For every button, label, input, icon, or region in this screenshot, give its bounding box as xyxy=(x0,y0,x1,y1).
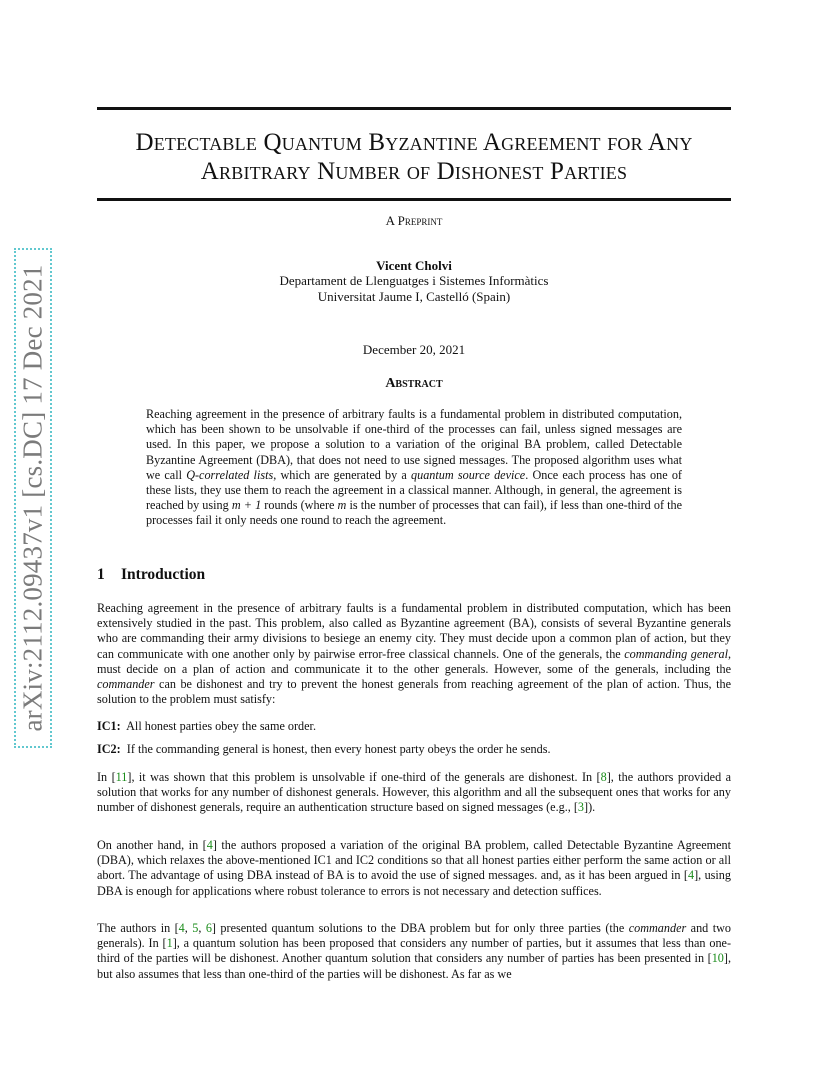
citation-link[interactable]: 4 xyxy=(178,921,185,935)
author-name: Vicent Cholvi xyxy=(376,258,452,273)
citation-link[interactable]: 1 xyxy=(166,936,173,951)
condition-ic2: IC2: If the commanding general is honest, then every honest party obeys the order he sends. xyxy=(97,742,551,756)
citation-link[interactable]: 6 xyxy=(205,921,212,935)
intro-paragraph-1: Reaching agreement in the presence of arbitrary faults is a fundamental problem in distributed computation, which has been extensively studied in the past. This problem, also called as Byzantine agreement (BA), consists of several Byzantine generals who are commanding their army divisions to besiege an enemy city. They must decide upon a common plan of action, but they can communicate with one another only by pairwise error-free classical channels. One of the generals, the commanding general, must decide on a plan of action and communicate it to the other generals. However, some of the generals, including the commander can be dishonest and try to prevent the honest generals from reaching agreement of the plan of action. Thus, the solution to the problem must satisfy: xyxy=(97,601,731,707)
intro-paragraph-2: In [11], it was shown that this problem is unsolvable if one-third of the generals are dishonest. In [8], the authors provided a solution that works for any number of dishonest generals. However, this algorithm and all the subsequent ones that works for any number of dishonest generals, require an authentication structure based on signed messages (e.g., [3]). xyxy=(97,770,731,815)
arxiv-identifier-stamp xyxy=(14,248,52,748)
intro-paragraph-3: On another hand, in [4] the authors proposed a variation of the original BA problem, called Detectable Byzantine Agreement (DBA), which relaxes the above-mentioned IC1 and IC2 conditions so that all honest parties either perform the same action or all abort. The advantage of using DBA instead of BA is to avoid the use of signed messages. and, as it has been argued in [4], using DBA is enough for applications where robust tolerance to errors is not necessary and detection suffices. xyxy=(97,838,731,898)
affiliation-line-2: Universitat Jaume I, Castelló (Spain) xyxy=(317,289,511,304)
citation-link[interactable]: 11 xyxy=(115,770,128,784)
citation-link[interactable]: 5 xyxy=(192,921,199,935)
abstract-text: Reaching agreement in the presence of arbitrary faults is a fundamental problem in distributed computation, which has been shown to be unsolvable if one-third of the processes can fail, unless signed messages are used. In this paper, we propose a solution to a variation of the original BA problem, called Detectable Byzantine Agreement (DBA), that does not need to use signed messages. The proposed algorithm uses what we call Q-correlated lists, which are generated by a quantum source device. Once each process has one of these lists, they use them to reach the agreement in a classical manner. Although, in general, the agreement is reached by using m + 1 rounds (where m is the number of processes that can fail), if less than one-third of the processes fail it only needs one round to reach the agreement. xyxy=(146,407,683,528)
citation-link[interactable]: 10 xyxy=(711,951,724,966)
title-line-1: Detectable Quantum Byzantine Agreement for Any xyxy=(135,129,693,156)
intro-paragraph-4: The authors in [4, 5, 6] presented quantum solutions to the DBA problem but for only three parties (the commander and two generals). In [1], a quantum solution has been proposed that considers any number of parties, but it assumes that less than one-third of the parties will be dishonest. Another quantum solution that considers any number of parties has been presented in [10], but also assumes that less than one-third of the parties will be dishonest. As far as we xyxy=(97,921,732,981)
section-title: Introduction xyxy=(121,566,206,583)
abstract-heading: Abstract xyxy=(385,376,443,391)
citation-link[interactable]: 8 xyxy=(600,770,607,784)
citation-link[interactable]: 3 xyxy=(577,800,585,815)
title-rule-top xyxy=(97,107,731,110)
title-line-2: Arbitrary Number of Dishonest Parties xyxy=(200,158,628,185)
paper-date: December 20, 2021 xyxy=(362,342,466,357)
preprint-label: A Preprint xyxy=(385,213,443,228)
condition-ic1: IC1: All honest parties obey the same order. xyxy=(97,719,316,733)
affiliation-line-1: Departament de Llenguatges i Sistemes Informàtics xyxy=(279,273,549,288)
arxiv-identifier-text: arXiv:2112.09437v1 [cs.DC] 17 Dec 2021 xyxy=(17,264,48,732)
condition-ic1-label: IC1: xyxy=(97,719,121,733)
citation-link[interactable]: 4 xyxy=(206,838,213,852)
section-number: 1 xyxy=(97,566,105,583)
section-heading-introduction xyxy=(97,566,205,584)
citation-link[interactable]: 4 xyxy=(687,868,695,883)
title-rule-bottom xyxy=(97,198,731,201)
paper-title xyxy=(97,128,731,186)
author-affiliation xyxy=(97,273,731,305)
condition-ic2-label: IC2: xyxy=(97,742,121,756)
